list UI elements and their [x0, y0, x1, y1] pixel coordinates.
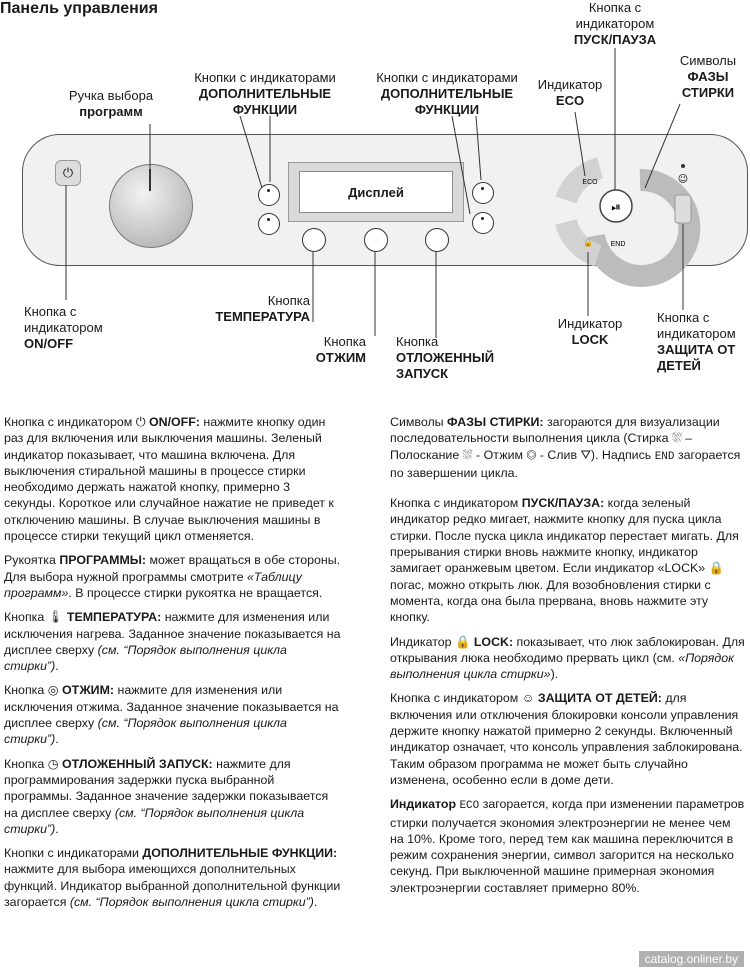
onoff-label: Кнопка с индикатором ON/OFF — [24, 304, 103, 351]
thermometer-icon: 🌡 — [47, 610, 64, 625]
end-tag: END — [610, 241, 626, 248]
options-left-label: Кнопки с индикаторами ДОПОЛНИТЕЛЬНЫЕ ФУНКЦИИ — [194, 70, 336, 117]
desc-start-pause: Кнопка с индикатором ПУСК/ПАУЗА: когда зеленый индикатор редко мигает, нажмите кнопку для пуска цикла стирки. После пуска цикла индикатор перестает мигать. Для прерывания стирки вновь нажмите кнопку, индикатор замигает оранжевым цветом. Если индикатор «LOCK» 🔒 погас, можно открыть люк. Для возобновления стирки с момента, когда она была прервана, вновь нажмите эту кнопку. — [390, 496, 739, 625]
desc-spin: Кнопка ◎ ОТЖИМ: нажмите для изменения или исключения отжима. Заданное значение показывается на дисплее сверху (см. “Порядок выполнения цикла стирки”). — [4, 683, 339, 747]
wash-icon: ⛆ — [671, 431, 682, 446]
page-title: Панель управления — [0, 0, 158, 17]
desc-onoff: Кнопка с индикатором ⏻ ON/OFF: нажмите кнопку один раз для включения или выключения машины. Зеленый индикатор показывает, что машина включена. Для выключения стиральной машины в процессе стирки необходимо держать нажатой кнопку, примерно 3 секунды. Короткое или случайное нажатие не приведет к отключению машины. В случае выключения машины в процессе стирки текущий цикл отменяется. — [4, 415, 334, 544]
lock-label: Индикатор LOCK — [557, 316, 623, 347]
spin-icon: ◎ — [526, 447, 537, 462]
watermark: catalog.onliner.by — [639, 951, 744, 967]
power-icon: ⏻ — [135, 415, 146, 429]
eco-label: Индикатор ECO — [537, 77, 603, 108]
desc-programs: Рукоятка ПРОГРАММЫ: может вращаться в обе стороны. Для выбора нужной программы смотрите «Таблицу программ». В процессе стирки рукоятка не вращается. — [4, 553, 341, 600]
left-column — [4, 414, 344, 918]
start-pause-label: Кнопка с индикатором ПУСК/ПАУЗА — [573, 0, 657, 47]
child-icon: ☺ — [521, 691, 535, 706]
options-right-label: Кнопки с индикаторами ДОПОЛНИТЕЛЬНЫЕ ФУНКЦИИ — [376, 70, 518, 117]
child-lock-label: Кнопка с индикатором ЗАЩИТА ОТ ДЕТЕЙ — [657, 310, 736, 373]
right-column — [390, 414, 746, 904]
drain-icon: ⛛ — [580, 447, 591, 462]
eco-tag: ECO — [582, 179, 598, 186]
desc-temperature: Кнопка 🌡 ТЕМПЕРАТУРА: нажмите для изменения или исключения нагрева. Заданное значение показывается на дисплее сверху (см. “Порядок выполнения цикла стирки”). — [4, 610, 341, 674]
desc-lock: Индикатор 🔒 LOCK: показывает, что люк заблокирован. Для открывания люка необходимо прервать цикл (см. «Порядок выполнения цикла стирки»). — [390, 634, 745, 682]
spin-icon: ◎ — [47, 683, 59, 698]
knob-label: Ручка выбора программ — [68, 88, 154, 119]
play-pause-icon: ⏯ — [611, 200, 621, 214]
power-icon: ⏻ — [62, 165, 74, 180]
child-lock-icon: ☺ — [677, 174, 689, 185]
rinse-icon: ⛆ — [462, 447, 473, 462]
clock-icon: ◷ — [47, 756, 59, 771]
child-lock-button — [675, 195, 691, 223]
lock-icon: 🔒 — [583, 238, 593, 247]
spin-label: Кнопка ОТЖИМ — [315, 334, 366, 365]
display-screen: Дисплей — [299, 171, 453, 213]
lock-icon: 🔒 — [708, 561, 725, 576]
delay-label: Кнопка ОТЛОЖЕННЫЙ ЗАПУСК — [396, 334, 495, 381]
desc-eco: Индикатор ECO загорается, когда при изменении параметров стирки получается экономия электроэнергии не менее чем на 10%. Кроме того, перед тем как машина переключится в режим сохранения энергии, символ загорится на несколько секунд. При выключенной машине примерная экономия электроэнергии составляет примерно 80%. — [390, 797, 745, 895]
phases-label: Символы ФАЗЫ СТИРКИ — [679, 53, 737, 100]
desc-phases: Символы ФАЗЫ СТИРКИ: загораются для визуализации последовательности выполнения цикла (Стирка ⛆ – Полоскание ⛆ - Отжим ◎ - Слив ⛛). Надпись END загорается по завершении цикла. — [390, 415, 741, 480]
desc-options: Кнопки с индикаторами ДОПОЛНИТЕЛЬНЫЕ ФУНКЦИИ: нажмите для выбора имеющихся дополнительных функций. Индикатор выбранной дополнительной функции загорается (см. “Порядок выполнения цикла стирки”). — [4, 846, 341, 910]
desc-child-lock: Кнопка с индикатором ☺ ЗАЩИТА ОТ ДЕТЕЙ: для включения или отключения блокировки консоли управления держите кнопку нажатой примерно 2 секунды. Включенный индикатор означает, что консоль управления заблокирована. Таким образом программа не может быть случайно изменена, особенно если в доме дети. — [390, 691, 743, 787]
desc-delay: Кнопка ◷ ОТЛОЖЕННЫЙ ЗАПУСК: нажмите для программирования задержки пуска выбранной программы. Заданное значение задержки показывается на дисплее сверху (см. “Порядок выполнения цикла стирки”). — [4, 756, 329, 836]
lock-icon: 🔒 — [454, 634, 471, 649]
temperature-label: Кнопка ТЕМПЕРАТУРА — [215, 293, 310, 324]
